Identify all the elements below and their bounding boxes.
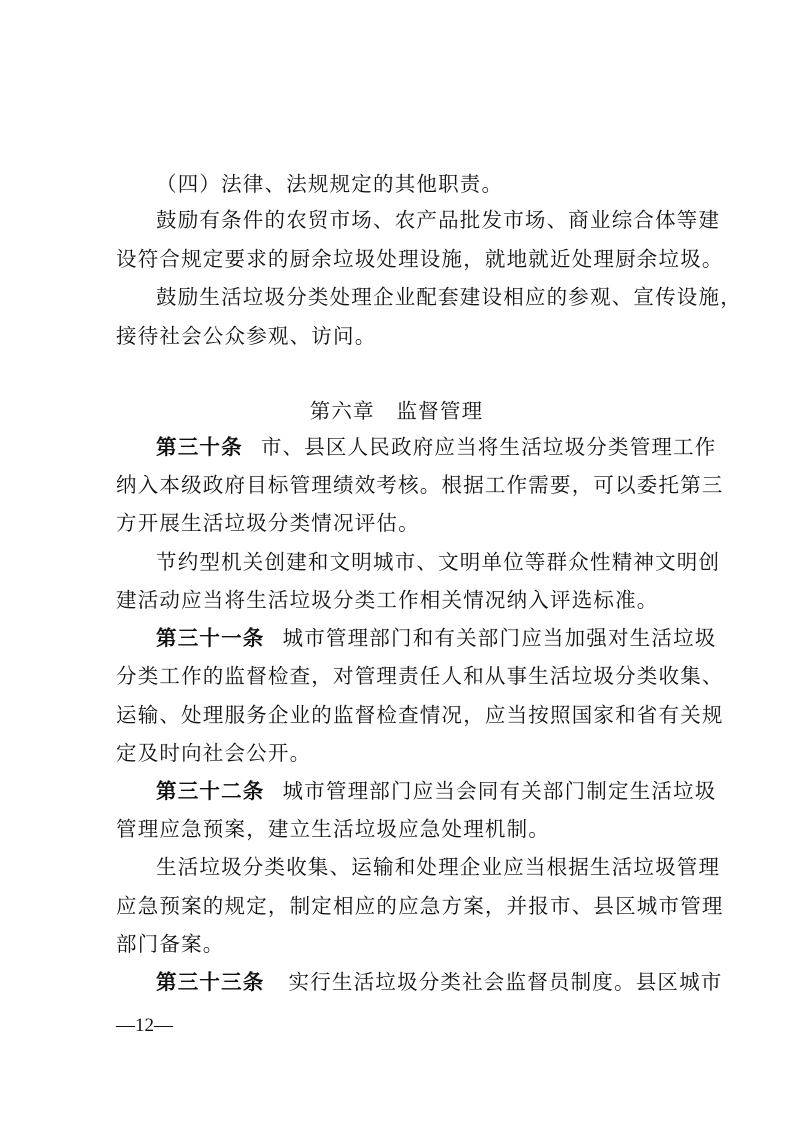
article-32-number: 第三十二条	[156, 779, 265, 803]
article-33-line1	[156, 970, 723, 994]
paragraph-emergency-line3: 部门备案。	[116, 932, 225, 956]
paragraph-visit-facilities-line1: 鼓励生活垃圾分类处理企业配套建设相应的参观、宣传设施，	[156, 285, 742, 309]
paragraph-emergency-line1: 生活垃圾分类收集、运输和处理企业应当根据生活垃圾管理	[156, 855, 721, 879]
article-31-line2: 分类工作的监督检查，对管理责任人和从事生活垃圾分类收集、	[116, 664, 724, 688]
article-31-line3: 运输、处理服务企业的监督检查情况，应当按照国家和省有关规	[116, 703, 724, 727]
article-33-text: 实行生活垃圾分类社会监督员制度。县区城市	[288, 970, 723, 994]
article-30-line2: 纳入本级政府目标管理绩效考核。根据工作需要，可以委托第三	[116, 473, 724, 497]
article-30-line1	[156, 435, 717, 459]
paragraph-civilization-line2: 建活动应当将生活垃圾分类工作相关情况纳入评选标准。	[116, 588, 659, 612]
article-31-text: 城市管理部门和有关部门应当加强对生活垃圾	[282, 626, 717, 650]
article-31-line4: 定及时向社会公开。	[116, 741, 312, 765]
article-32-text: 城市管理部门应当会同有关部门制定生活垃圾	[282, 779, 717, 803]
paragraph-item-four: （四）法律、法规规定的其他职责。	[156, 172, 504, 196]
paragraph-emergency-line2: 应急预案的规定，制定相应的应急方案，并报市、县区城市管理	[116, 894, 724, 918]
article-30-number: 第三十条	[156, 435, 243, 459]
article-31-line1	[156, 626, 717, 650]
paragraph-visit-facilities-line2: 接待社会公众参观、访问。	[116, 324, 377, 348]
article-33-number: 第三十三条	[156, 970, 265, 994]
article-32-line1	[156, 779, 717, 803]
paragraph-civilization-line1: 节约型机关创建和文明城市、文明单位等群众性精神文明创	[156, 550, 721, 574]
article-32-line2: 管理应急预案，建立生活垃圾应急处理机制。	[116, 817, 550, 841]
paragraph-kitchen-waste-line2: 设符合规定要求的厨余垃圾处理设施，就地就近处理厨余垃圾。	[116, 247, 724, 271]
article-30-text: 市、县区人民政府应当将生活垃圾分类管理工作	[260, 435, 717, 459]
article-31-number: 第三十一条	[156, 626, 265, 650]
article-30-line3: 方开展生活垃圾分类情况评估。	[116, 511, 420, 535]
page-number: —12—	[116, 1015, 173, 1036]
chapter-title: 第六章 监督管理	[309, 399, 484, 423]
paragraph-kitchen-waste-line1: 鼓励有条件的农贸市场、农产品批发市场、商业综合体等建	[156, 208, 721, 232]
